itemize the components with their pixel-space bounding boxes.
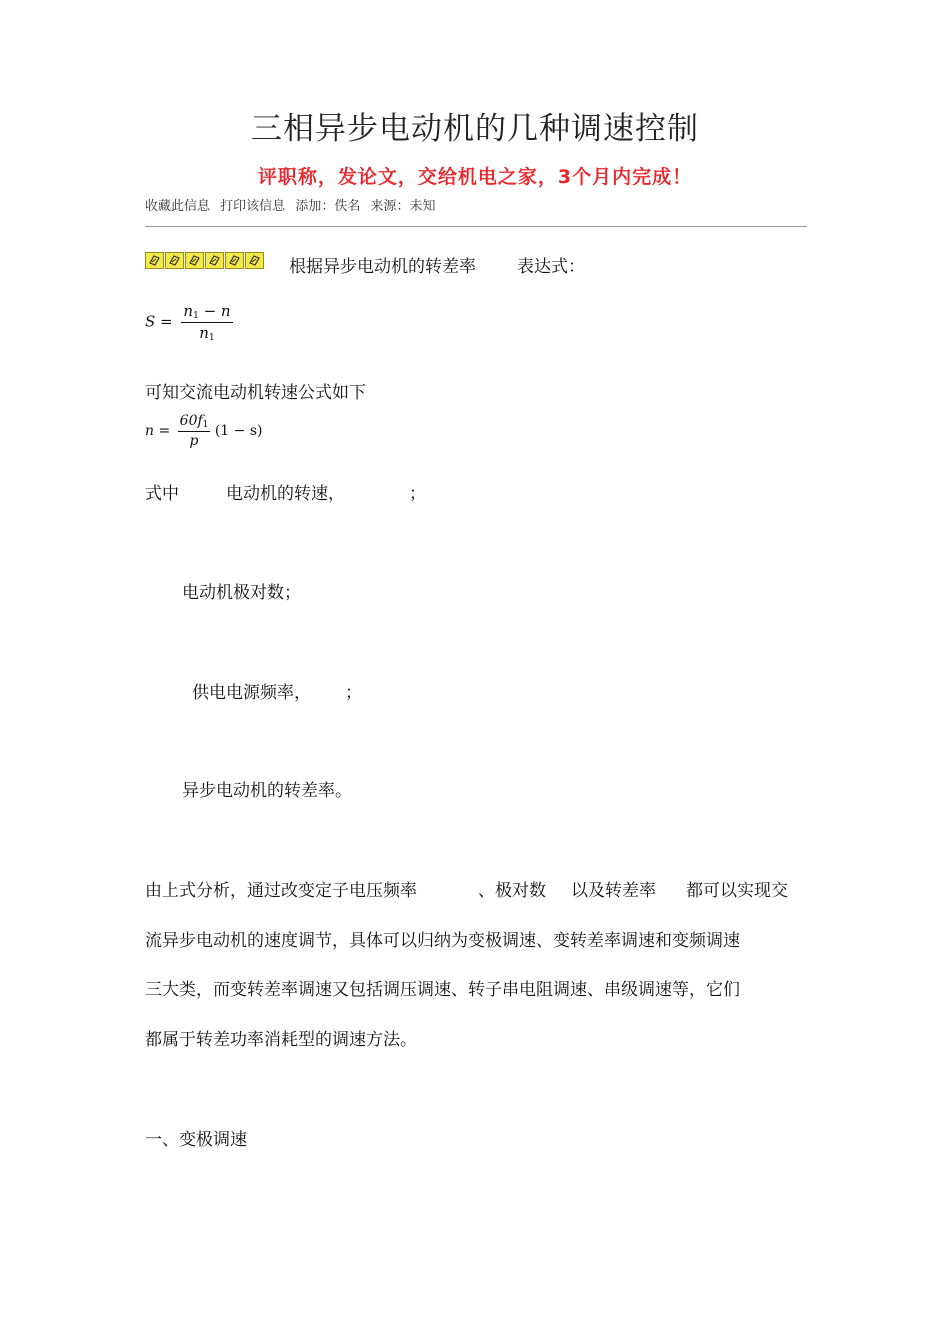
formula1-fraction: $\frac{n_1 - n}{n_1}$: [183, 302, 231, 343]
favorite-link[interactable]: 收藏此信息: [145, 199, 211, 214]
page-title: 三相异步电动机的几种调速控制: [251, 111, 699, 147]
formula2-tail: (1 − s): [214, 423, 263, 439]
formula2-fraction: $\frac{60f_1}{p}$: [179, 413, 209, 449]
speed-formula-intro: 可知交流电动机转速公式如下: [145, 383, 366, 403]
formula2-lhs: n =: [145, 423, 171, 439]
def-frequency-end: ；: [345, 683, 362, 703]
analysis-line-1b: 、极对数: [478, 881, 546, 901]
broken-image-icons: [145, 252, 264, 269]
def-speed-end: ；: [409, 484, 426, 504]
analysis-line-1c: 以及转差率: [571, 881, 656, 901]
speed-formula: [145, 413, 263, 449]
intro-text-a: 根据异步电动机的转差率: [289, 257, 476, 277]
def-speed: 电动机的转速，: [226, 484, 345, 504]
formula1-lhs: S =: [145, 312, 173, 331]
analysis-line-2: 流异步电动机的速度调节，具体可以归纳为变极调速、变转差率调速和变频调速: [145, 931, 740, 951]
broken-image-icon: [185, 252, 204, 269]
def-where: 式中: [145, 484, 179, 504]
def-frequency: 供电电源频率，: [192, 683, 311, 703]
analysis-line-1d: 都可以实现交: [686, 881, 788, 901]
promo-banner[interactable]: 评职称，发论文，交给机电之家，3个月内完成！: [257, 166, 693, 188]
def-poles: 电动机极对数；: [182, 583, 301, 603]
broken-image-icon: [165, 252, 184, 269]
print-link[interactable]: 打印该信息: [220, 199, 286, 214]
section-heading-pole-change: 一、变极调速: [145, 1130, 247, 1150]
meta-bar: [145, 195, 441, 214]
broken-image-icon: [145, 252, 164, 269]
broken-image-icon: [245, 252, 264, 269]
slip-formula: [145, 302, 233, 343]
broken-image-icon: [225, 252, 244, 269]
def-slip: 异步电动机的转差率。: [182, 781, 352, 801]
intro-text-b: 表达式：: [517, 257, 585, 277]
source: 来源：未知: [370, 199, 436, 214]
divider: [145, 226, 807, 227]
added-by: 添加：佚名: [295, 199, 361, 214]
analysis-line-1a: 由上式分析，通过改变定子电压频率: [145, 881, 417, 901]
analysis-line-4: 都属于转差功率消耗型的调速方法。: [145, 1030, 417, 1050]
analysis-line-3: 三大类，而变转差率调速又包括调压调速、转子串电阻调速、串级调速等，它们: [145, 980, 740, 1000]
broken-image-icon: [205, 252, 224, 269]
